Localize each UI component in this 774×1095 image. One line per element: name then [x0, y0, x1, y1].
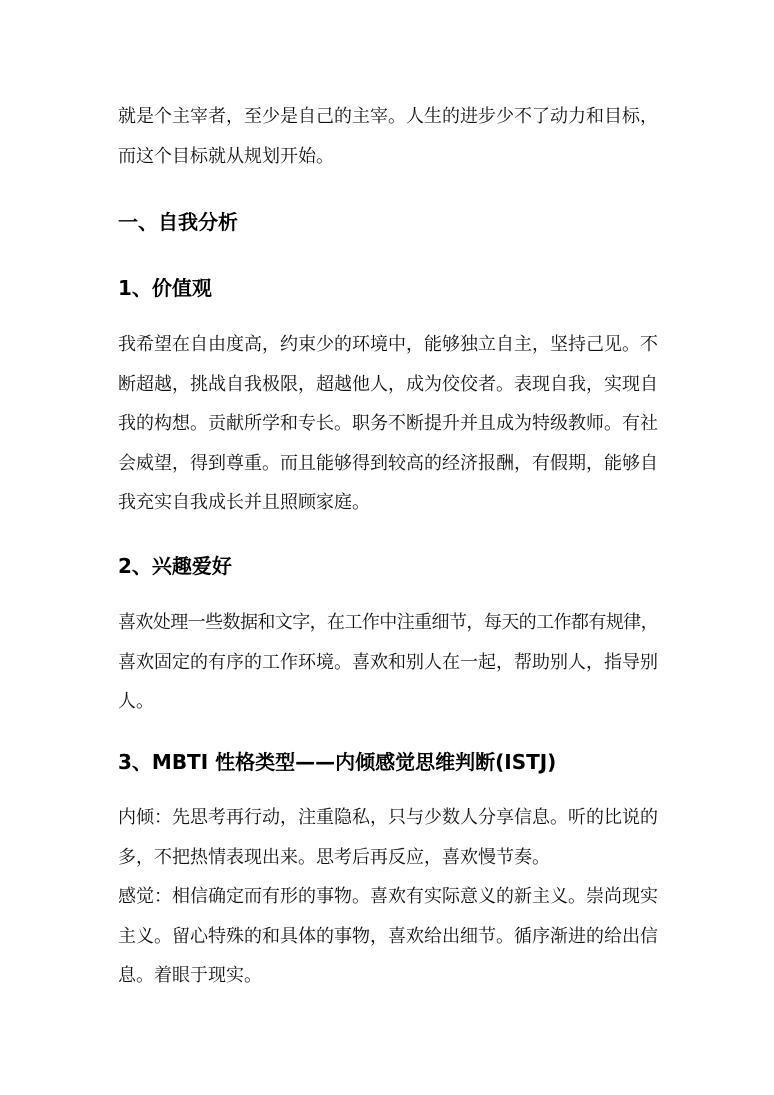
text-line: 断超越，挑战自我极限，超越他人，成为佼佼者。表现自我，实现自 — [118, 373, 658, 395]
text-line: 内倾：先思考再行动，注重隐私，只与少数人分享信息。听的比说的 — [118, 807, 658, 828]
intro-paragraph — [118, 97, 658, 176]
mbti-heading: 3、MBTI 性格类型——内倾感觉思维判断(ISTJ) — [118, 750, 557, 774]
values-heading: 1、价值观 — [118, 276, 212, 300]
text-line: 人。 — [118, 691, 154, 712]
text-line: 感觉：相信确定而有形的事物。喜欢有实际意义的新主义。崇尚现实 — [118, 886, 658, 907]
text-line: 喜欢处理一些数据和文字，在工作中注重细节，每天的工作都有规律， — [118, 612, 658, 633]
mbti-introversion-paragraph — [118, 798, 658, 877]
text-line: 会威望，得到尊重。而且能够得到较高的经济报酬，有假期，能够自 — [118, 452, 658, 474]
interests-paragraph — [118, 603, 658, 722]
mbti-sensing-paragraph — [118, 877, 658, 996]
text-line: 主义。留心特殊的和具体的事物，喜欢给出细节。循序渐进的给出信 — [118, 925, 658, 947]
text-line: 多，不把热情表现出来。思考后再反应，喜欢慢节奏。 — [118, 846, 550, 868]
values-paragraph — [118, 325, 658, 523]
text-line: 我的构想。贡献所学和专长。职务不断提升并且成为特级教师。有社 — [118, 413, 658, 434]
text-line: 我充实自我成长并且照顾家庭。 — [118, 492, 370, 513]
interests-heading: 2、兴趣爱好 — [118, 554, 232, 578]
text-line: 我希望在自由度高，约束少的环境中，能够独立自主，坚持己见。不 — [118, 334, 658, 355]
text-line: 就是个主宰者，至少是自己的主宰。人生的进步少不了动力和目标， — [118, 106, 658, 127]
text-line: 息。着眼于现实。 — [118, 965, 262, 986]
section-heading: 一、自我分析 — [118, 210, 238, 234]
text-line: 而这个目标就从规划开始。 — [118, 145, 334, 167]
text-line: 喜欢固定的有序的工作环境。喜欢和别人在一起，帮助别人，指导别 — [118, 651, 658, 673]
